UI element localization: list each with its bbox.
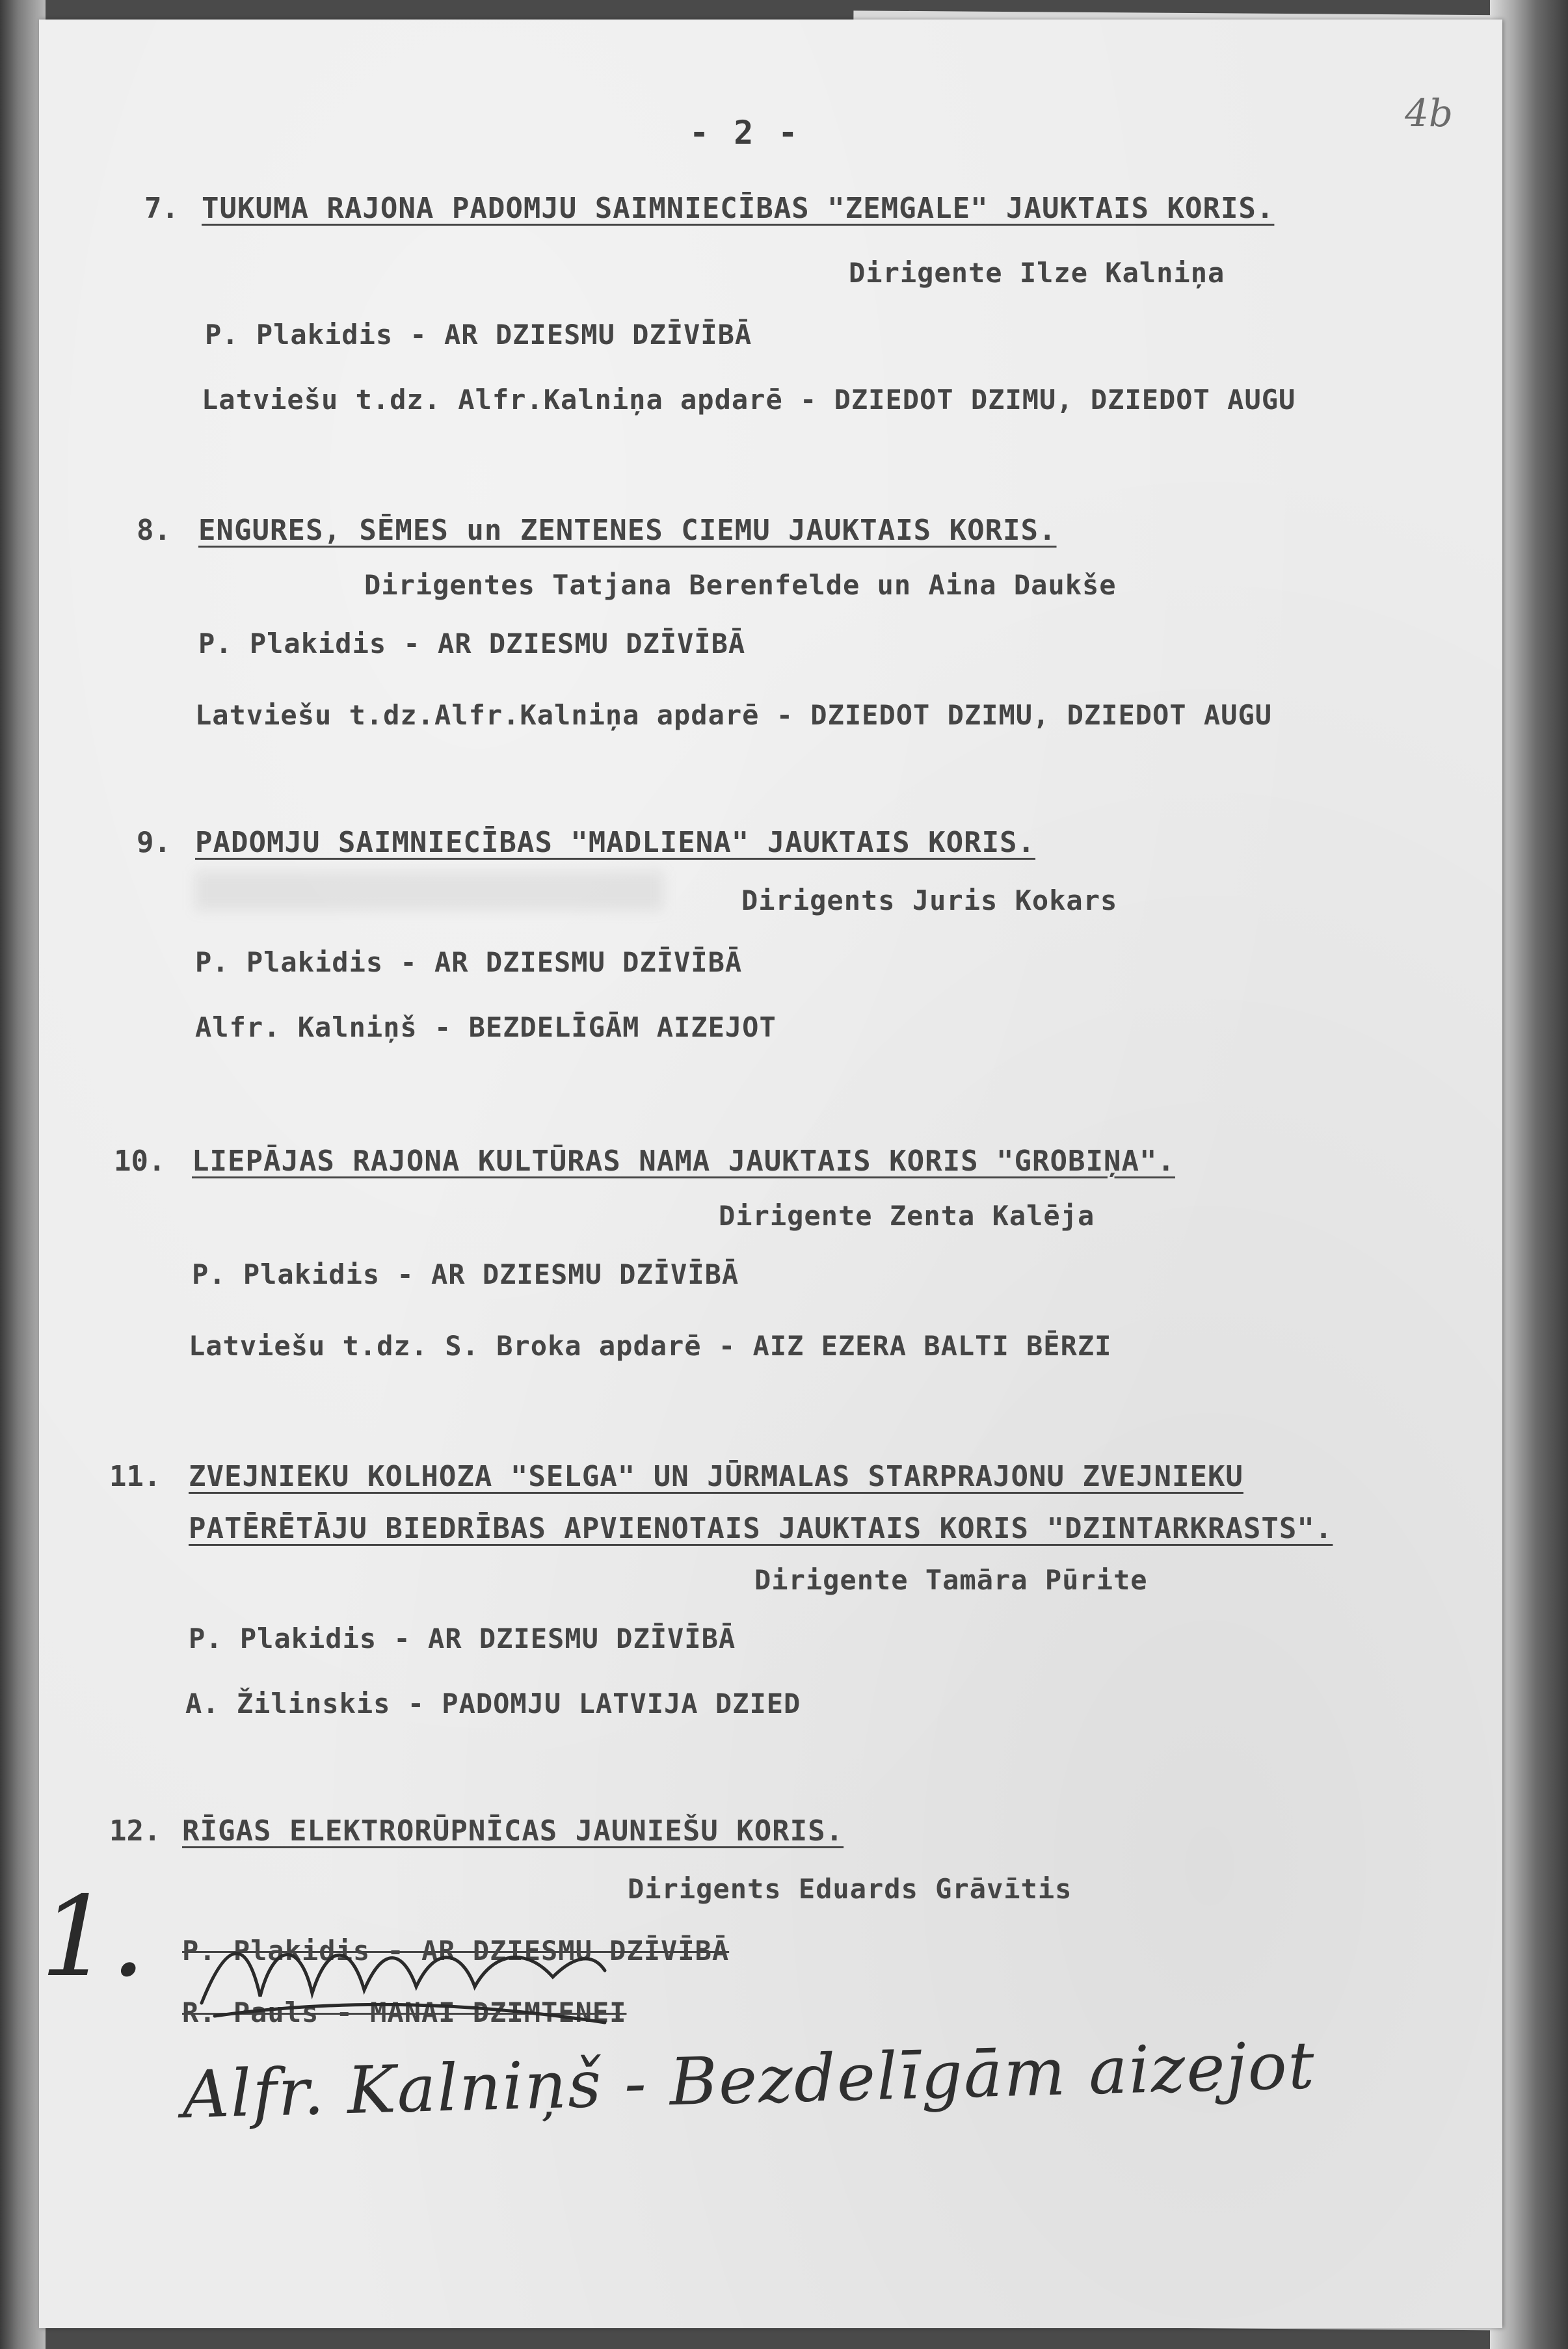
entry-number: 7. [144,192,179,225]
repertoire-item: Alfr. Kalniņš - BEZDELĪGĀM AIZEJOT [195,1011,777,1043]
page-number: - 2 - [689,114,801,152]
entry-number: 11. [109,1460,161,1493]
choir-title: TUKUMA RAJONA PADOMJU SAIMNIECĪBAS "ZEMGALE" JAUKTAIS KORIS. [202,192,1275,225]
handwritten-annotation: Alfr. Kalniņš - Bezdelīgām aizejot [181,2027,1317,2133]
entry-number: 8. [137,514,171,547]
paper-smudge [195,871,663,910]
conductor-line: Dirigente Tamāra Pūrite [754,1564,1148,1596]
conductor-line: Dirigente Ilze Kalniņa [849,257,1225,289]
repertoire-item: P. Plakidis - AR DZIESMU DZĪVĪBĀ [198,628,746,659]
pencil-folio-number: 4b [1405,91,1454,135]
entry-number: 10. [114,1145,166,1178]
repertoire-item: A. Žilinskis - PADOMJU LATVIJA DZIED [185,1688,801,1719]
choir-title: ZVEJNIEKU KOLHOZA "SELGA" UN JŪRMALAS STARPRAJONU ZVEJNIEKU [189,1460,1243,1493]
repertoire-item: P. Plakidis - AR DZIESMU DZĪVĪBĀ [195,946,743,978]
pen-scribble [189,1925,806,2042]
repertoire-item: Latviešu t.dz. Alfr.Kalniņa apdarē - DZIEDOT DZIMU, DZIEDOT AUGU [202,384,1296,416]
choir-title: LIEPĀJAS RAJONA KULTŪRAS NAMA JAUKTAIS KORIS "GROBIŅA". [192,1145,1175,1178]
repertoire-item: P. Plakidis - AR DZIESMU DZĪVĪBĀ [189,1623,736,1654]
conductor-line: Dirigentes Tatjana Berenfelde un Aina Daukše [364,569,1117,601]
choir-title-continued: PATĒRĒTĀJU BIEDRĪBAS APVIENOTAIS JAUKTAIS KORIS "DZINTARKRASTS". [189,1512,1333,1545]
choir-title: ENGURES, SĒMES un ZENTENES CIEMU JAUKTAIS KORIS. [198,514,1057,547]
conductor-line: Dirigents Juris Kokars [741,884,1118,916]
choir-title: PADOMJU SAIMNIECĪBAS "MADLIENA" JAUKTAIS KORIS. [195,826,1036,859]
entry-number: 9. [137,826,171,859]
repertoire-item-struck: P. Plakidis - AR DZIESMU DZĪVĪBĀ [182,1935,730,1967]
repertoire-item: P. Plakidis - AR DZIESMU DZĪVĪBĀ [192,1258,739,1290]
conductor-line: Dirigents Eduards Grāvītis [628,1873,1072,1905]
entry-number: 12. [109,1814,161,1848]
repertoire-item-struck: R. Pauls - MANAI DZIMTENEI [182,1997,627,2028]
handwritten-mark: 1. [40,1873,146,2002]
repertoire-item: Latviešu t.dz.Alfr.Kalniņa apdarē - DZIEDOT DZIMU, DZIEDOT AUGU [195,699,1273,731]
repertoire-item: P. Plakidis - AR DZIESMU DZĪVĪBĀ [205,319,752,351]
conductor-line: Dirigente Zenta Kalēja [719,1200,1095,1232]
choir-title: RĪGAS ELEKTRORŪPNĪCAS JAUNIEŠU KORIS. [182,1814,844,1848]
repertoire-item: Latviešu t.dz. S. Broka apdarē - AIZ EZERA BALTI BĒRZI [189,1330,1112,1362]
